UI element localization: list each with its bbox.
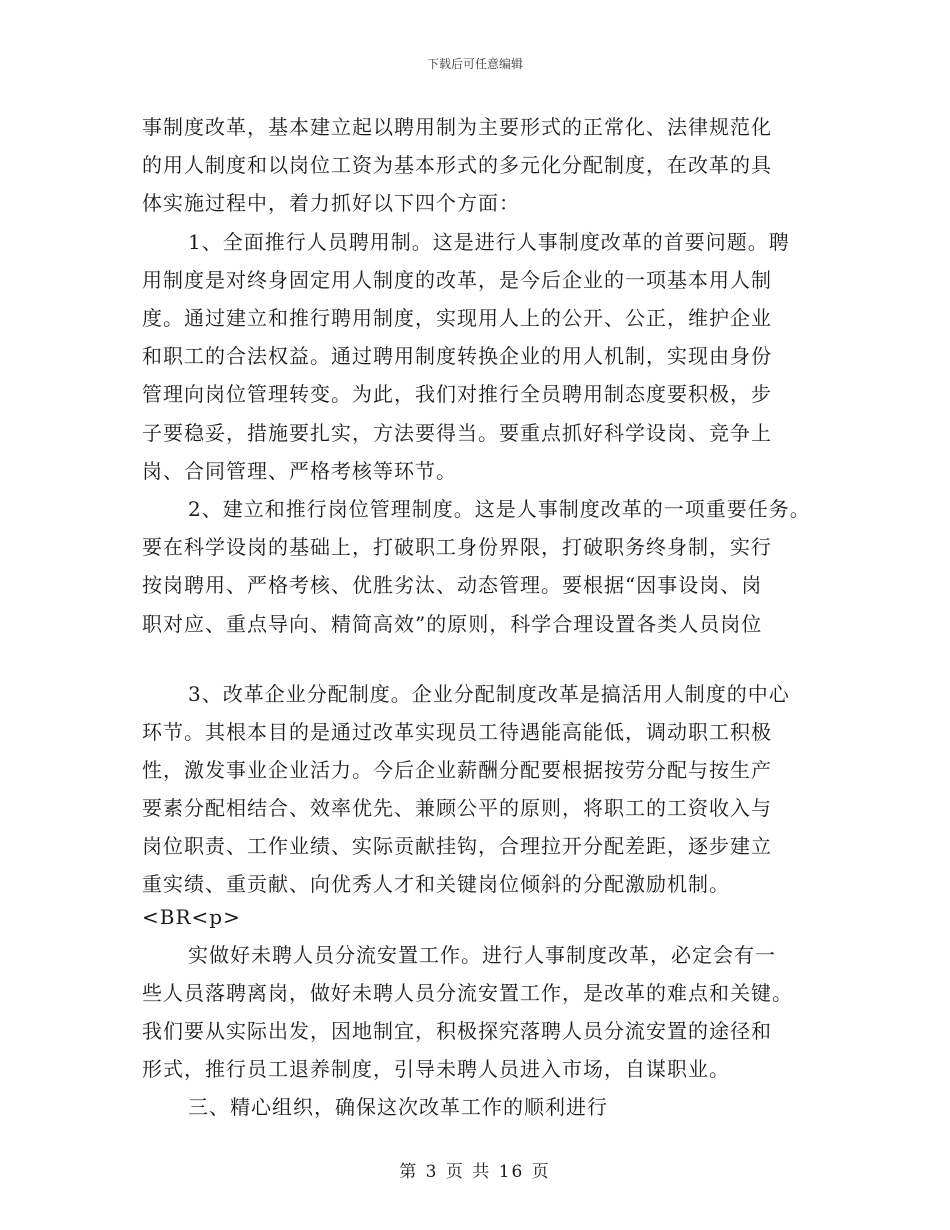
text-line: 的用人制度和以岗位工资为基本形式的多元化分配制度，在改革的具 xyxy=(142,153,772,177)
text-line: <BR<p> xyxy=(142,905,241,929)
text-line: 实做好未聘人员分流安置工作。进行人事制度改革，必定会有一 xyxy=(188,943,776,967)
text-line: 岗、合同管理、严格考核等环节。 xyxy=(142,459,457,483)
text-line: 1、全面推行人员聘用制。这是进行人事制度改革的首要问题。聘 xyxy=(188,230,790,254)
text-line: 要在科学设岗的基础上，打破职工身份界限，打破职务终身制，实行 xyxy=(142,535,772,559)
page-header: 下载后可任意编辑 xyxy=(426,57,523,71)
page-number: 第 3 页 共 16 页 xyxy=(399,1162,551,1182)
text-line: 形式，推行员工退养制度，引导未聘人员进入市场，自谋职业。 xyxy=(142,1057,730,1081)
text-line: 子要稳妥，措施要扎实，方法要得当。要重点抓好科学设岗、竞争上 xyxy=(142,421,772,445)
text-line: 些人员落聘离岗，做好未聘人员分流安置工作，是改革的难点和关键。 xyxy=(142,981,793,1005)
text-line: 性，激发事业企业活力。今后企业薪酬分配要根据按劳分配与按生产 xyxy=(142,758,772,782)
text-line: 用制度是对终身固定用人制度的改革，是今后企业的一项基本用人制 xyxy=(142,268,772,292)
text-line: 度。通过建立和推行聘用制度，实现用人上的公开、公正，维护企业 xyxy=(142,306,772,330)
text-line: 和职工的合法权益。通过聘用制度转换企业的用人机制，实现由身份 xyxy=(142,344,772,368)
text-line: 管理向岗位管理转变。为此，我们对推行全员聘用制态度要积极，步 xyxy=(142,382,772,406)
text-line: 体实施过程中，着力抓好以下四个方面： xyxy=(142,191,520,215)
text-line: 按岗聘用、严格考核、优胜劣汰、动态管理。要根据“因事设岗、岗 xyxy=(142,573,763,597)
text-line: 岗位职责、工作业绩、实际贡献挂钩，合理拉开分配差距，逐步建立 xyxy=(142,834,772,858)
text-line: 环节。其根本目的是通过改革实现员工待遇能高能低，调动职工积极 xyxy=(142,720,772,744)
text-line: 三、精心组织，确保这次改革工作的顺利进行 xyxy=(188,1095,608,1119)
text-line: 我们要从实际出发，因地制宜，积极探究落聘人员分流安置的途径和 xyxy=(142,1019,772,1043)
text-line: 要素分配相结合、效率优先、兼顾公平的原则，将职工的工资收入与 xyxy=(142,796,772,820)
text-line: 2、建立和推行岗位管理制度。这是人事制度改革的一项重要任务。 xyxy=(188,497,811,521)
text-line: 职对应、重点导向、精简高效”的原则，科学合理设置各类人员岗位 xyxy=(142,612,763,636)
text-line: 3、改革企业分配制度。企业分配制度改革是搞活用人制度的中心 xyxy=(188,682,790,706)
text-line: 重实绩、重贡献、向优秀人才和关键岗位倾斜的分配激励机制。 xyxy=(142,872,730,896)
text-line: 事制度改革，基本建立起以聘用制为主要形式的正常化、法律规范化 xyxy=(142,115,772,139)
